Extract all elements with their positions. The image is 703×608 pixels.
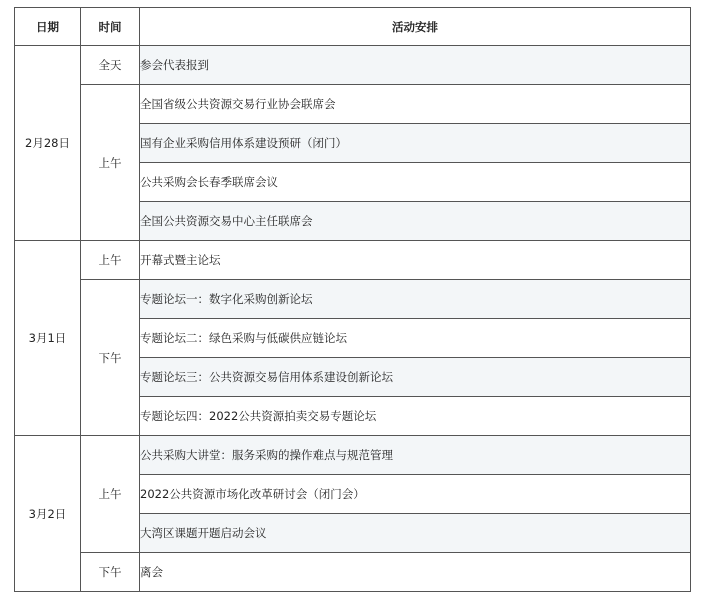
date-cell: 3月1日	[15, 241, 81, 436]
activity-cell: 专题论坛二：绿色采购与低碳供应链论坛	[140, 319, 691, 358]
table-row	[15, 241, 691, 280]
activity-cell: 国有企业采购信用体系建设预研（闭门）	[140, 124, 691, 163]
table-row	[15, 46, 691, 85]
time-cell: 上午	[81, 85, 140, 241]
header-activity: 活动安排	[140, 8, 691, 46]
activity-cell: 参会代表报到	[140, 46, 691, 85]
table-row	[15, 280, 691, 319]
header-time: 时间	[81, 8, 140, 46]
time-cell: 上午	[81, 436, 140, 553]
table-row	[15, 85, 691, 124]
table-row	[15, 553, 691, 592]
time-cell: 上午	[81, 241, 140, 280]
date-cell: 2月28日	[15, 46, 81, 241]
activity-cell: 全国公共资源交易中心主任联席会	[140, 202, 691, 241]
activity-cell: 开幕式暨主论坛	[140, 241, 691, 280]
header-date: 日期	[15, 8, 81, 46]
time-cell: 下午	[81, 280, 140, 436]
time-cell: 下午	[81, 553, 140, 592]
header-row	[15, 8, 691, 46]
schedule-table	[14, 7, 691, 592]
activity-cell: 公共采购大讲堂：服务采购的操作难点与规范管理	[140, 436, 691, 475]
activity-cell: 专题论坛四：2022公共资源拍卖交易专题论坛	[140, 397, 691, 436]
activity-cell: 2022公共资源市场化改革研讨会（闭门会）	[140, 475, 691, 514]
activity-cell: 大湾区课题开题启动会议	[140, 514, 691, 553]
activity-cell: 专题论坛一：数字化采购创新论坛	[140, 280, 691, 319]
activity-cell: 公共采购会长春季联席会议	[140, 163, 691, 202]
time-cell: 全天	[81, 46, 140, 85]
activity-cell: 专题论坛三：公共资源交易信用体系建设创新论坛	[140, 358, 691, 397]
activity-cell: 离会	[140, 553, 691, 592]
date-cell: 3月2日	[15, 436, 81, 592]
table-row	[15, 436, 691, 475]
activity-cell: 全国省级公共资源交易行业协会联席会	[140, 85, 691, 124]
